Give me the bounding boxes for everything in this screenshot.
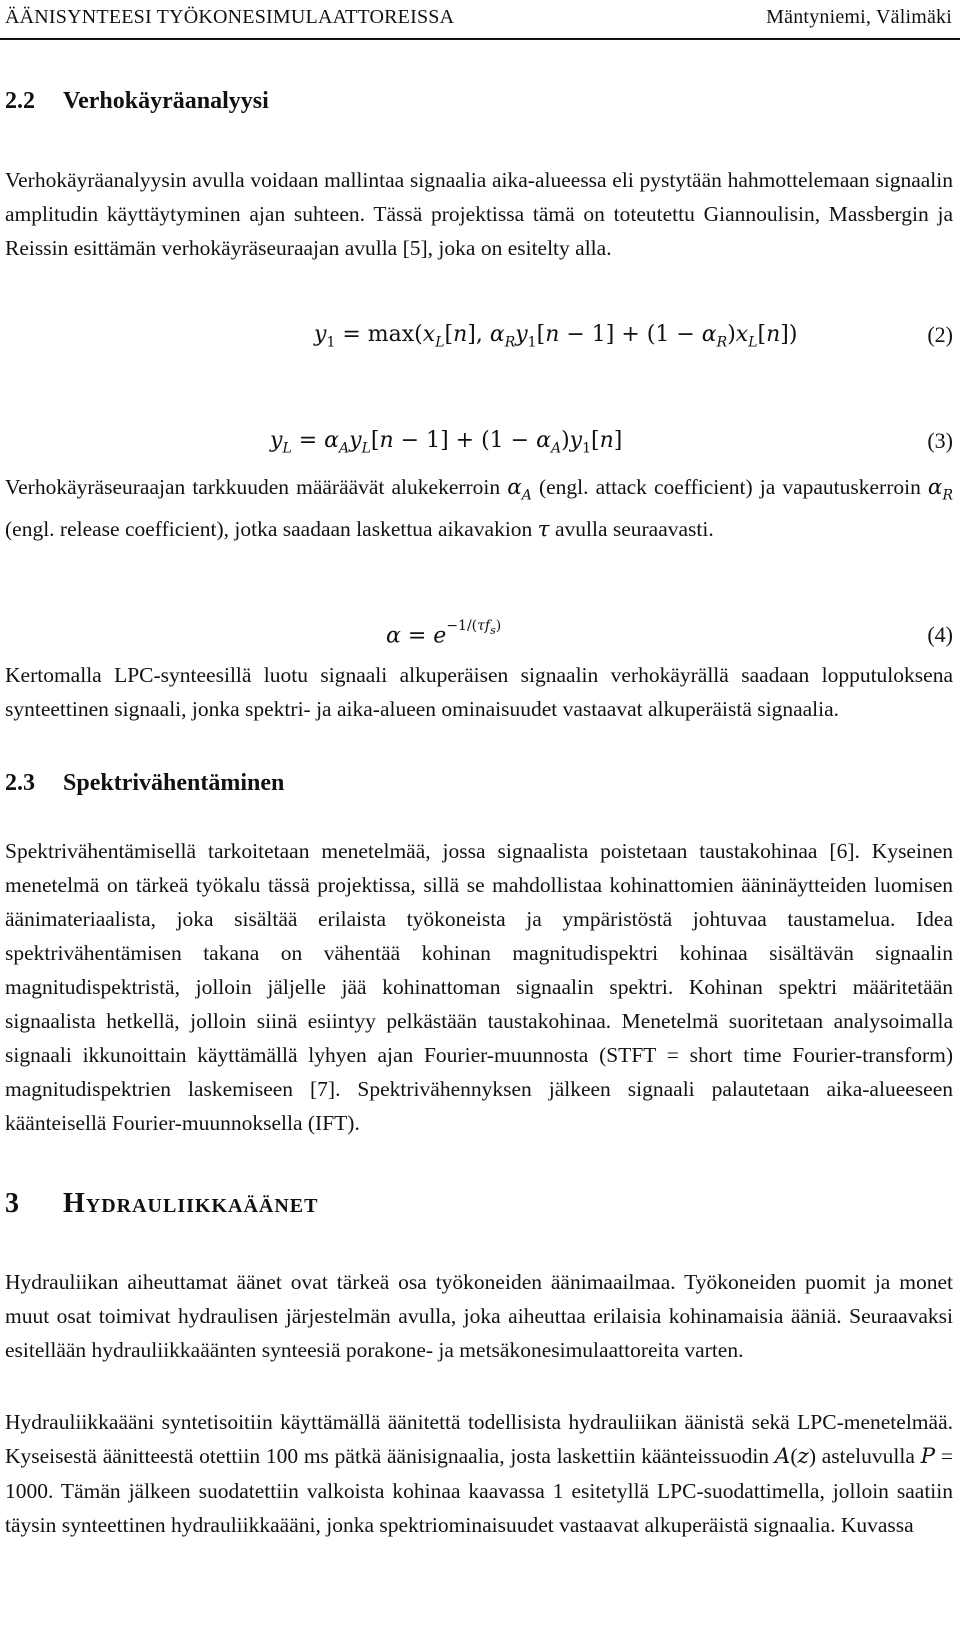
paragraph-envelope-intro: Verhokäyräanalyysin avulla voidaan mallintaa signaalia aika-alueessa eli pystytään hahmottelemaan signaalin amplitudin käyttäytyminen ajan suhteen. Tässä projektissa tämä on toteutettu Giannoulisin, Massbergin ja Reissin esittämän verhokäyräseuraajan avulla [5], joka on esitelty alla. <box>5 168 953 260</box>
equation-2-number: (2) <box>927 322 953 347</box>
section-heading-2-3: 2.3 Spektrivähentäminen <box>5 770 285 796</box>
running-header <box>5 6 952 29</box>
paragraph-hydraulics-intro: Hydrauliikan aiheuttamat äänet ovat tärkeä osa työkoneiden äänimaailmaa. Työkoneiden puomit ja monet muut osat toimivat hydraulisen järjestelmän avulla, joka aiheuttaa erilaisia kohinamaisia ääniä. Seuraavaksi esitellään hydrauliikkaäänten synteesiä porakone- ja metsäkonesimulaattoreita varten. <box>5 1270 953 1362</box>
document-page: ÄÄNISYNTEESI TYÖKONESIMULAATTOREISSA Mäntyniemi, Välimäki 2.2 Verhokäyräanalyysi Verhokäyräanalyysin avulla voidaan mallintaa signaalia aika-alueessa eli pystytään hahmottelemaan signaalin amplitudin käyttäytyminen ajan suhteen. Tässä projektissa tämä on toteutettu Giannoulisin, Massbergin ja Reissin esittämän verhokäyräseuraajan avulla [5], joka on esitelty alla. $y_1 = \max(x_L[n]$, $\alpha_Ry_1[n - 1] + (1 - \alpha_R)x_L[n]$) (2) $y_L = \alpha_Ay_L[n - 1] + (1 - \alpha_A)y_1[n]$ (3) Verhokäyräseuraajan tarkkuuden määräävät alukekerroin $\alpha_A$ (engl. attack coefficient) ja vapautuskerroin $\alpha_R$ (engl. release coefficient), jotka saadaan laskettua aikavakion τ avulla seuraavasti. $\alpha = e^{-1/(\tau f_s)}$ (4) Kertomalla LPC-synteesillä luotu signaali alkuperäisen signaalin verhokäyrällä saadaan lopputuloksena synteettinen signaali, jonka spektri- ja aika-alueen ominaisuudet vastaavat alkuperäistä signaalia. 2.3 Spektrivähentäminen Spektrivähentämisellä tarkoitetaan menetelmää, jossa signaalista poistetaan taustakohinaa [6]. Kyseinen menetelmä on tärkeä työkalu tässä projektissa, sillä se mahdollistaa kohinattomien ääninäytteiden luomisen äänimateriaalista, joka sisältää erilaista työkoneista ja ympäristöstä johtuvaa taustamelua. Idea spektrivähentämisen takana on vähentää kohinan magnitudispektri kohinaa sisältävän signaalin magnitudispektristä, jolloin jäljelle jää kohinattoman signaalin spektri. Kohinan spektri määritetään signaalista hetkellä, jolloin siinä esiintyy pelkästään taustakohinaa. Menetelmä suoritetaan analysoimalla signaali ikkunoittain käyttämällä lyhyen ajan Fourier-muunnosta (STFT = short time Fourier-transform) magnitudispektrien laskemiseen [7]. Spektrivähennyksen jälkeen signaali palautetaan aika-alueeseen käänteisellä Fourier-muunnoksella (IFT). 3 Hydrauliikkaäänet Hydrauliikan aiheuttamat äänet ovat tärkeä osa työkoneiden äänimaailmaa. Työkoneiden puomit ja monet muut osat toimivat hydraulisen järjestelmän avulla, joka aiheuttaa erilaisia kohinamaisia ääniä. Seuraavaksi esitellään hydrauliikkaäänten synteesiä porakone- ja metsäkonesimulaattoreita varten. Hydrauliikkaääni syntetisoitiin käyttämällä äänitettä todellisista hydrauliikan äänistä sekä LPC-menetelmää. Kyseisestä äänitteestä otettiin 100 ms pätkä äänisignaalia, josta laskettiin käänteissuodin A(z) asteluvulla P = 1000. Tämän jälkeen suodatettiin valkoista kohinaa kaavassa 1 esitetyllä LPC-suodattimella, jolloin saatiin täysin synteettinen hydrauliikkaääni, jonka spektriominaisuudet vastaavat alkuperäistä signaalia. Kuvassa <box>0 0 960 1639</box>
header-authors: Mäntyniemi, Välimäki <box>766 6 952 28</box>
paragraph-coefficients: Verhokäyräseuraajan tarkkuuden määräävät alukekerroin $\alpha_A$ (engl. attack coefficient) ja vapautuskerroin $\alpha_R$ (engl. release coefficient), jotka saadaan laskettua aikavakion τ avulla seuraavasti. <box>5 475 953 543</box>
equation-4-number: (4) <box>927 622 953 647</box>
section-heading-3: 3 Hydrauliikkaäänet <box>5 1188 319 1219</box>
paragraph-hydraulics-synthesis: Hydrauliikkaääni syntetisoitiin käyttämällä äänitettä todellisista hydrauliikan äänistä sekä LPC-menetelmää. Kyseisestä äänitteestä otettiin 100 ms pätkä äänisignaalia, josta laskettiin käänteissuodin A(z) asteluvulla P = 1000. Tämän jälkeen suodatettiin valkoista kohinaa kaavassa 1 esitetyllä LPC-suodattimella, jolloin saatiin täysin synteettinen hydrauliikkaääni, jonka spektriominaisuudet vastaavat alkuperäistä signaalia. Kuvassa <box>5 1410 953 1537</box>
paragraph-lpc-envelope: Kertomalla LPC-synteesillä luotu signaali alkuperäisen signaalin verhokäyrällä saadaan lopputuloksena synteettinen signaali, jonka spektri- ja aika-alueen ominaisuudet vastaavat alkuperäistä signaalia. <box>5 663 953 721</box>
section-heading-2-2: 2.2 Verhokäyräanalyysi <box>5 88 269 114</box>
header-rule <box>0 38 960 40</box>
equation-3-number: (3) <box>927 428 953 453</box>
header-title: ÄÄNISYNTEESI TYÖKONESIMULAATTOREISSA <box>5 6 455 28</box>
paragraph-spectral-subtraction: Spektrivähentämisellä tarkoitetaan menetelmää, jossa signaalista poistetaan taustakohinaa [6]. Kyseinen menetelmä on tärkeä työkalu tässä projektissa, sillä se mahdollistaa kohinattomien ääninäytteiden luomisen äänimateriaalista, joka sisältää erilaista työkoneista ja ympäristöstä johtuvaa taustamelua. Idea spektrivähentämisen takana on vähentää kohinan magnitudispektri kohinaa sisältävän signaalin magnitudispektristä, jolloin jäljelle jää kohinattoman signaalin spektri. Kohinan spektri määritetään signaalista hetkellä, jolloin siinä esiintyy pelkästään taustakohinaa. Menetelmä suoritetaan analysoimalla signaali ikkunoittain käyttämällä lyhyen ajan Fourier-muunnosta (STFT = short time Fourier-transform) magnitudispektrien laskemiseen [7]. Spektrivähennyksen jälkeen signaali palautetaan aika-alueeseen käänteisellä Fourier-muunnoksella (IFT). <box>5 839 953 1135</box>
